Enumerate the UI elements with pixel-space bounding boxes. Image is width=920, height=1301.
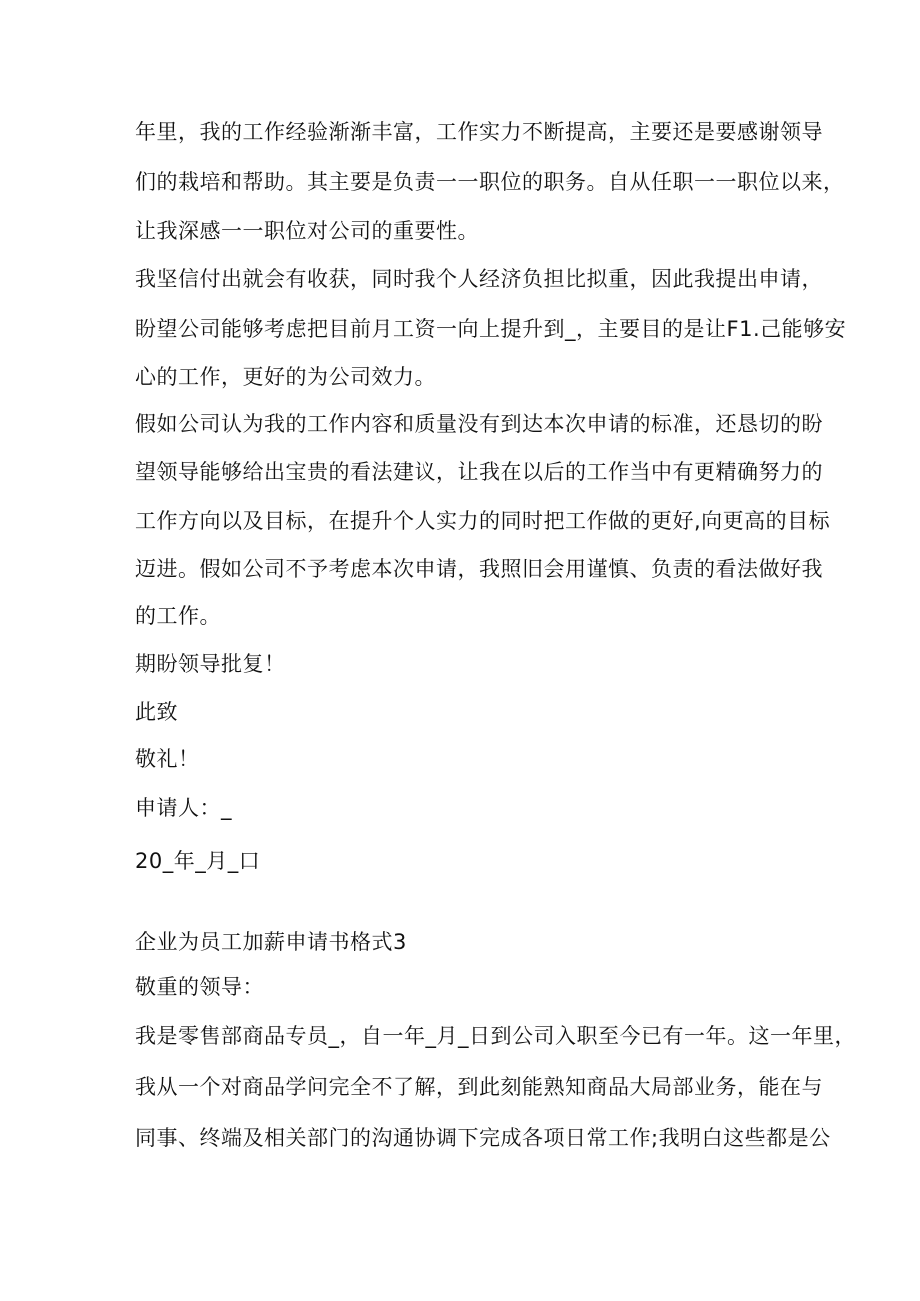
paragraph-line: 望领导能够给出宝贵的看法建议，让我在以后的工作当中有更精确努力的	[135, 460, 823, 484]
paragraph-line: 工作方向以及目标，在提升个人实力的同时把工作做的更好,向更高的目标	[135, 509, 831, 533]
paragraph-line: 们的栽培和帮助。其主要是负责一一职位的职务。自从任职一一职位以来，	[135, 170, 845, 194]
paragraph-line: 年里，我的工作经验渐渐丰富，工作实力不断提高，主要还是要感谢领导	[135, 120, 823, 144]
date-line: 20_年_月_口	[135, 849, 261, 873]
paragraph-line: 的工作。	[135, 604, 221, 628]
applicant-line: 申请人：_	[135, 796, 232, 820]
paragraph-line: 盼望公司能够考虑把目前月工资一向上提升到_，主要目的是让F1.己能够安	[135, 317, 847, 341]
paragraph-line: 我从一个对商品学问完全不了解，到此刻能熟知商品大局部业务，能在与	[135, 1075, 823, 1099]
paragraph-line: 假如公司认为我的工作内容和质量没有到达本次申请的标准，还恳切的盼	[135, 412, 823, 436]
greeting-line: 敬重的领导：	[135, 975, 264, 999]
closing-line: 期盼领导批复！	[135, 652, 286, 676]
paragraph-line: 心的工作，更好的为公司效力。	[135, 365, 436, 389]
salutation-line: 此致	[135, 700, 178, 724]
paragraph-line: 同事、终端及相关部门的沟通协调下完成各项日常工作;我明白这些都是公	[135, 1126, 831, 1150]
paragraph-line: 迈进。假如公司不予考虑本次申请，我照旧会用谨慎、负责的看法做好我	[135, 557, 823, 581]
paragraph-line: 让我深感一一职位对公司的重要性。	[135, 219, 479, 243]
paragraph-line: 我坚信付出就会有收获，同时我个人经济负担比拟重，因此我提出申请，	[135, 267, 823, 291]
section-title: 企业为员工加薪申请书格式3	[135, 930, 407, 954]
salutation-line: 敬礼！	[135, 747, 200, 771]
paragraph-line: 我是零售部商品专员_，自一年_月_日到公司入职至今已有一年。这一年里，	[135, 1024, 856, 1048]
